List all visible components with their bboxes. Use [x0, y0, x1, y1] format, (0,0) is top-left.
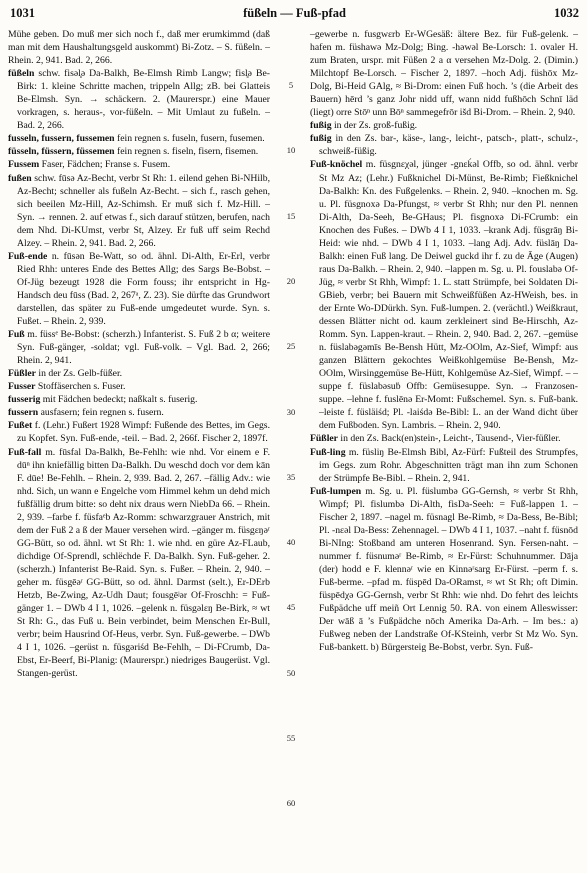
- entry-headword: Fuß-ling: [310, 446, 346, 458]
- entry-continuation: [8, 28, 270, 67]
- entry-continuation: [310, 28, 578, 119]
- dictionary-entry: [8, 419, 270, 445]
- entry-headword: fußen: [8, 172, 32, 184]
- line-number: 35: [286, 471, 296, 482]
- entry-text: ausfasern; fein regnen s. fusern.: [38, 407, 164, 419]
- entry-text: m. Sg. u. Pl. füslumbə GG-Gernsh, ≈ verbr St Rhh, Wimpf; Pl. fislumbə Di-Alth, fisDa-Seeh: = Fuß-lappen 1. – Fischer 2, 1897. –nagel m. füsnagl Be-Rimb, ≈ Da-Bess, Be-Bibl; Pl. -nεəl Da-Bess: Zehennagel. – DWb 4 I 1, 1037. –naht f. füsnōd Bi-NIng: Stoßband am unteren Hosenrand. Syn. Fersen-naht. –nummer f. füsnuməʳ Be-Rimb, ≈ Er-Fürst: Schuhnummer. Dāja (der) hodd e F. klennəʳ wie en Kinnəʳsarg Er-Fürst. –perm f. s. Fuß-berme. –pfad m. füspēd Da-ORamst, ≈ wt St Rh; oft Dimin. füspēdχə GG-Gernsh, verbr St Rhh: wie nhd. Do fehrt des leichts Fußpädche uff meiñ Ort Lennig 50. RA. von einem Alleswisser: Der wāß ā ’s Fußpädche nōch Amerika Da-Arh. – Im bes.: a) Fußweg neben der Landstraße Of-KSteinh, verbr St Mz Wo. Syn. Fuß-bankett. b) Bürgersteig Be-Bobst, verbr. Syn. Fuß-: [319, 485, 578, 654]
- entry-headword: füßeln: [8, 68, 35, 80]
- line-number: 40: [286, 537, 296, 548]
- entry-headword: fußig: [310, 120, 332, 132]
- entry-headword: fußig: [310, 133, 332, 145]
- line-numbers: [278, 28, 304, 868]
- entry-headword: Fußet: [8, 420, 33, 432]
- dictionary-entry: [310, 485, 578, 655]
- entry-headword: Fusser: [8, 381, 36, 393]
- dictionary-entry: [8, 172, 270, 250]
- dictionary-entry: [8, 132, 270, 145]
- dictionary-entry: [310, 132, 578, 158]
- page-number-right: 1032: [554, 6, 579, 20]
- dictionary-entry: [310, 119, 578, 132]
- dictionary-entry: [8, 406, 270, 419]
- entry-headword: Fuß-fall: [8, 446, 42, 458]
- dictionary-entry: [8, 328, 270, 367]
- page-number-left: 1031: [10, 6, 35, 20]
- line-number: 5: [288, 80, 294, 90]
- entry-headword: Fussem: [8, 159, 40, 171]
- dictionary-entry: [310, 446, 578, 485]
- entry-headword: Füßler: [8, 368, 36, 380]
- entry-text: schw. fisəl̥ə Da-Balkh, Be-Elmsh Rimb Langw; fisl̥ə Be-Birk: 1. kleine Schritte machen, trippeln Allg; zB. bei Glatteis Be-Elmsh. Syn. → schäckern. 2. (Maurerspr.) eine Mauer vorkragen, s. heraus-, vor-füßeln. – Mit Umlaut zu fußeln. – Bad. 2, 266.: [17, 68, 270, 132]
- dictionary-entry: [8, 446, 270, 681]
- dictionary-entry: [8, 250, 270, 328]
- entry-text: –gewerbe n. fusgwεrb Er-WGesäß: ältere Bez. für Fuß-gelenk. –hafen m. füshawə Mz-Dolg; Bing. -həwəl Be-Lorsch: 1. ovaler H. zum Braten, urspr. mit Füßen 2 a α versehen Mz-Dolg. 2. (Dimin.) Milchtopf Be-Lorsch. – Fischer 2, 1897. –hoch Adj. füshōx Mz-Dolg, Bi-Heid GAlg, ≈ Bi-Drom: einen Fuß hoch. ’s (die Arbeit des Bauern) hērd ’s ganz Johr nidd uff, wann nidd fußhōch Schnī läd (liegt) orre Stōⁿ unn Bōⁿ sammegefrōr išd Bi-Drom. – Rhein. 2, 940.: [310, 29, 578, 119]
- entry-headword: fussern: [8, 407, 39, 419]
- dictionary-entry: [8, 145, 270, 158]
- entry-text: fein regnen s. fiseln, fisern, fisemen.: [114, 146, 259, 158]
- entry-headword: Fuß-lumpen: [310, 485, 362, 497]
- entry-text: m. füsgnεχəl, jünger -gnεḱəl Offb, so od. ähnl. verbr St Mz Az; (Lehr.) Fußknichel Di-Münst, Be-Rimb; Fießknichel Da-Balkh: Kn. des Fußgelenks. – Rhein. 2, 940. –knochen m. Sg. u. Pl. füsgnoxə Da-Pfungst, ≈ verbr St Rhh; nur den Pl. nennen Di-Alth, Da-Seeh, Be-GHaus; Pl. fisgnoxə Di-FCrumb: ein Knochen des Fußes. – DWb 4 I 1, 1033. –krank Adj. füsgrāŋ Bi-Heid: wie nhd. – DWb 4 I 1, 1033. –lang Adj. Adv. füslāŋ Da-Balkh: einen Fuß lang. De Deiwel guckd ihr f. zu de Āge (Augen) raus Da-Balkh. – Rhein. 2, 940. –lappen m. Sg. u. Pl. fouslabə Of-Jüg, ≈ verbr St Rhh, Wimpf: 1. L. statt Strümpfe, bei Soldaten Di-GBieb, verbr; bei Bauern mit Schweißfüßen Az-HWeish, bes. in der Ernte Wo-DDürkh. Syn. Fuß-lumpen. 2. (verächtl.) Weißkraut, dessen Blätter nicht od. kaum zerkleinert sind Be-Hirschh, Az-Romm. Syn. Lappen-kraut. – Rhein. 2, 940. Bad. 2, 267. –gemüse n. füslabəgəmīs Be-Bensh Hütt, Mz-OOlm, Az-Sief, Wimpf: aus ganzen Blättern gekochtes Weißkohlgemüse Be-Bensh, Mz-OOlm, Wirsinggemüse Be-Hütt, Kohlgemüse Az-Sief, Wimpf. – –suppe f. füslabəsuḃ Offb: Gemüsesuppe. Syn. → Franzosen-suppe. –lehne f. fuslēnə Er-Momt: Fußschemel. Syn. s. Fuß-bank. –leiste f. füsläiśd; Pl. -laiśdə Be-Bibl: L. an der Wand dicht über dem Fußboden. Syn. Lambris. – Rhein. 2, 940.: [319, 159, 578, 432]
- line-number: 55: [286, 733, 296, 743]
- entry-headword: fusseln, fussern, fussemen: [8, 133, 115, 145]
- dictionary-entry: [8, 380, 270, 393]
- entry-text: in der Zs. groß-fußig.: [331, 120, 418, 132]
- entry-text: Mühe geben. Do muß mer sich noch f., daß mer erumkimmd (daß man mit dem Haushaltungsgeld auskommt) Bi-Zotz. – S. füßeln. – Rhein. 2, 941. Bad. 2, 266.: [8, 29, 270, 67]
- left-column: [8, 28, 270, 680]
- entry-text: m. füssᵉ Be-Bobst: (scherzh.) Infanterist. S. Fuß 2 b α; weitere Syn. Fuß-gänger, -soldat; vgl. Fuß-volk. – Vgl. Bad. 2, 266; Rhein. 2, 941.: [17, 329, 270, 367]
- entry-text: Faser, Fädchen; Franse s. Fusem.: [39, 159, 171, 171]
- entry-headword: füsseln, füssern, füssemen: [8, 146, 115, 158]
- line-number: 20: [286, 275, 296, 286]
- entry-text: schw. fūsə Az-Becht, verbr St Rh: 1. eilend gehen Bi-NHilb, Az-Becht; schneller als fußeln Az-Becht. – sich f., rasch gehen, sich beeilen Mz-Hill, Az-Schimsh. Er muß sich f. Mz-Hill. – Syn. → rennen. 2. auf etwas f., sich darauf stützen, berufen, nach dem Nhd. Di-KUmst, verbr St, Alzey. Er fuß uff seim Rechd Alzey. – Rhein. 2, 941. Bad. 2, 266.: [17, 172, 270, 249]
- entry-text: mit Fädchen bedeckt; naßkalt s. fuserig.: [40, 394, 198, 406]
- dictionary-entry: [8, 158, 270, 171]
- dictionary-entry: [310, 158, 578, 432]
- right-column: [310, 28, 578, 654]
- running-header: [10, 6, 579, 24]
- line-number: 60: [286, 798, 296, 809]
- dictionary-entry: [8, 67, 270, 132]
- line-number: 15: [286, 210, 296, 221]
- dictionary-entry: [310, 432, 578, 445]
- running-title: füßeln — Fuß-pfad: [243, 6, 346, 20]
- entry-headword: Füßler: [310, 433, 338, 445]
- entry-headword: Fuß-knöchel: [310, 159, 363, 171]
- entry-headword: fusserig: [8, 394, 41, 406]
- dictionary-entry: [8, 367, 270, 380]
- line-number: 10: [286, 145, 296, 156]
- dictionary-entry: [8, 393, 270, 406]
- entry-text: f. (Lehr.) Fußert 1928 Wimpf: Fußende des Bettes, im Gegs. zu Kopfet. Syn. Fuß-ende, -teil. – Bad. 2, 266f. Fischer 2, 1897f.: [17, 420, 270, 445]
- entry-text: m. füsliŋ Be-Elmsh Bibl, Az-Fürf: Fußteil des Strumpfes, im Gegs. zum Rohr. Abgeschnitten trägt man ihn zum Schonen der Strümpfe Be-Bibl. – Rhein. 2, 941.: [319, 446, 578, 484]
- entry-text: in der Zs. Gelb-füßer.: [35, 368, 123, 380]
- line-number: 30: [286, 406, 296, 417]
- entry-text: Stoffäserchen s. Fuser.: [35, 381, 126, 393]
- entry-text: m. fūsfal Da-Balkh, Be-Fehlh: wie nhd. Vor einem e F. dūⁿ ihn kniefällig bitten Da-Balkh. Du weschd doch vor dem kān F. dūe! Be-Fehlh. – Rhein. 2, 939. Bad. 2, 267. –fällig Adv.: wie nhd. Sich, un wann e Engelche vom Himmel kehm un dehd mich fußfällig drum bitte: so deht nix draus wern NiebDa 66. – Rhein. 2, 939. –farbe f. füsfaᵉb Az-Romm: schwarzgrauer Anstrich, mit dem der Fuß 2 a ß der Mauer versehen wird. –gänger m. füsgεŋəʳ GG-Bütt, so od. ähnl. wt St Rh: 1. wie nhd. en güre Az-FLaub, dichdige Of-Sprendl, schlëchde F. Da-Balkh. Syn. Fuß-geher. 2. (scherzh.) Infanterist Be-Raid. Syn. s. Fußer. – Rhein. 2, 940. –geher m. füsgēəʳ GG-Bütt, so od. ähnl. Darmst (selt.), Er-DErb Hetzb, Be-Zwing, Az-Udh Daut; fousgēʲər Of-Froschh: = Fuß-gänger 1. – DWb 4 I 1, 1026. –gelenk n. füsgəlεŋ Be-Birk, ≈ wt St Rh: G., das Fuß u. Bein verbindet, beim Menschen Er-Bull, verbr; beim Hausrind Of-Heus, verbr. Syn. Fuß-gewerbe. – DWb 4 I 1, 1026. –gerüst n. füsgəriśd Be-Fehlh, – Di-FCrumb, Da-Ebst, Er-Beerf, Bi-Planig: (Maurerspr.) niedriges Baugerüst. Vgl. Stangen-gerüst.: [17, 446, 270, 680]
- line-number: 50: [286, 667, 296, 678]
- entry-text: fein regnen s. fuseln, fusern, fusemen.: [114, 133, 265, 145]
- entry-headword: Fuß-ende: [8, 250, 48, 262]
- entry-text: n. fūsən Be-Watt, so od. ähnl. Di-Alth, Er-Erl, verbr Ried Rhh: unteres Ende des Bettes Allg; des Sargs Be-Bobst. – Of-Jüg bezeugt 1928 die Form fouss; ihr entspricht in Hg-Handsch deu fūss (Bad. 2, 267ᵃ, Z. 23). Sie dürfte das Grundwort darstellen, das später zu Fuß-ende umgedeutet wurde. Syn. s. Fußet. – Rhein. 2, 939.: [17, 250, 270, 328]
- line-number: 45: [286, 602, 296, 613]
- entry-headword: Fuß: [8, 329, 25, 341]
- line-number: 25: [286, 341, 296, 352]
- entry-text: in den Zs. bar-, käse-, lang-, leicht-, patsch-, platt-, schulz-, schweiß-füßig.: [319, 133, 578, 158]
- entry-text: in den Zs. Back(en)stein-, Leicht-, Tausend-, Vier-füßler.: [337, 433, 561, 445]
